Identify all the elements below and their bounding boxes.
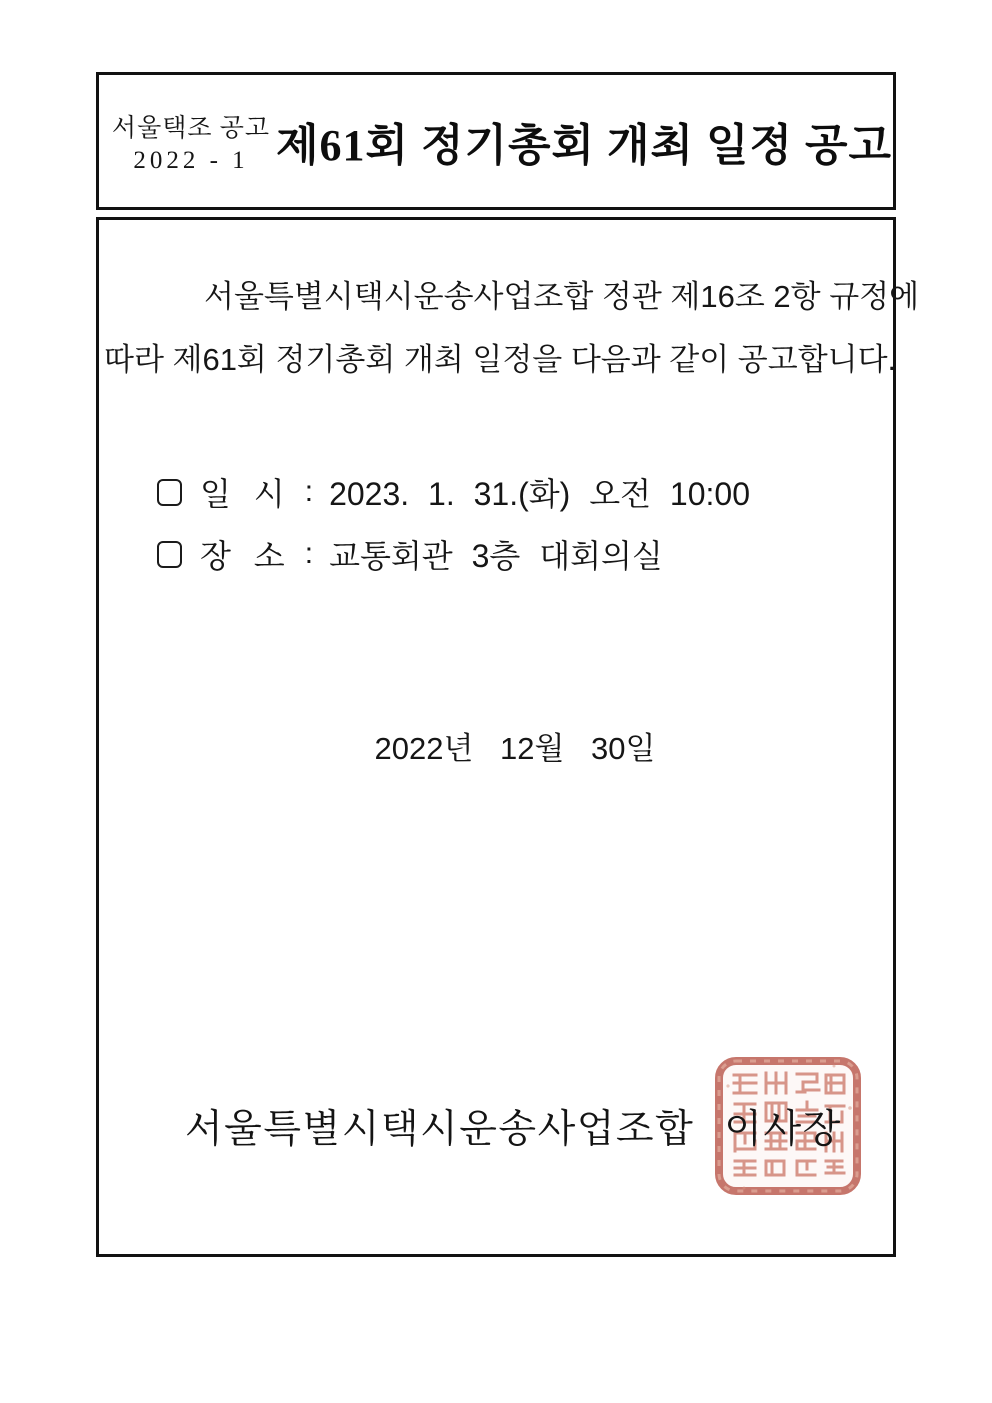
item-label: 장 소 (200, 538, 287, 574)
schedule-items (157, 472, 750, 596)
intro-line-1: 서울특별시택시운송사업조합 정관 제16조 2항 규정에 (204, 279, 920, 314)
notice-body-box (96, 217, 920, 1257)
schedule-item-datetime (157, 472, 750, 512)
notice-title: 제61회 정기총회 개최 일정 공고 (275, 121, 893, 170)
notice-number-value: 2022 - 1 (133, 146, 249, 174)
notice-header-box (96, 72, 896, 210)
signature-line (185, 1098, 842, 1154)
item-value: 교통회관 3층 대회의실 (329, 538, 663, 574)
item-label: 일 시 (200, 476, 287, 512)
announcement-date: 2022년 12월 30일 (374, 731, 656, 766)
checkbox-icon (157, 479, 182, 506)
item-separator: : (304, 475, 314, 508)
intro-paragraph (99, 265, 920, 391)
schedule-item-place (157, 534, 750, 574)
item-value: 2023. 1. 31.(화) 오전 10:00 (329, 476, 751, 512)
organization-name: 서울특별시택시운송사업조합 (185, 1108, 695, 1151)
checkbox-icon (157, 541, 182, 568)
item-separator: : (304, 537, 314, 570)
president-title: 이사장 (724, 1108, 842, 1151)
intro-line-2: 따라 제61회 정기총회 개최 일정을 다음과 같이 공고합니다. (104, 342, 897, 377)
notice-number (107, 108, 275, 175)
notice-number-issuer: 서울택조 공고 (111, 114, 271, 142)
